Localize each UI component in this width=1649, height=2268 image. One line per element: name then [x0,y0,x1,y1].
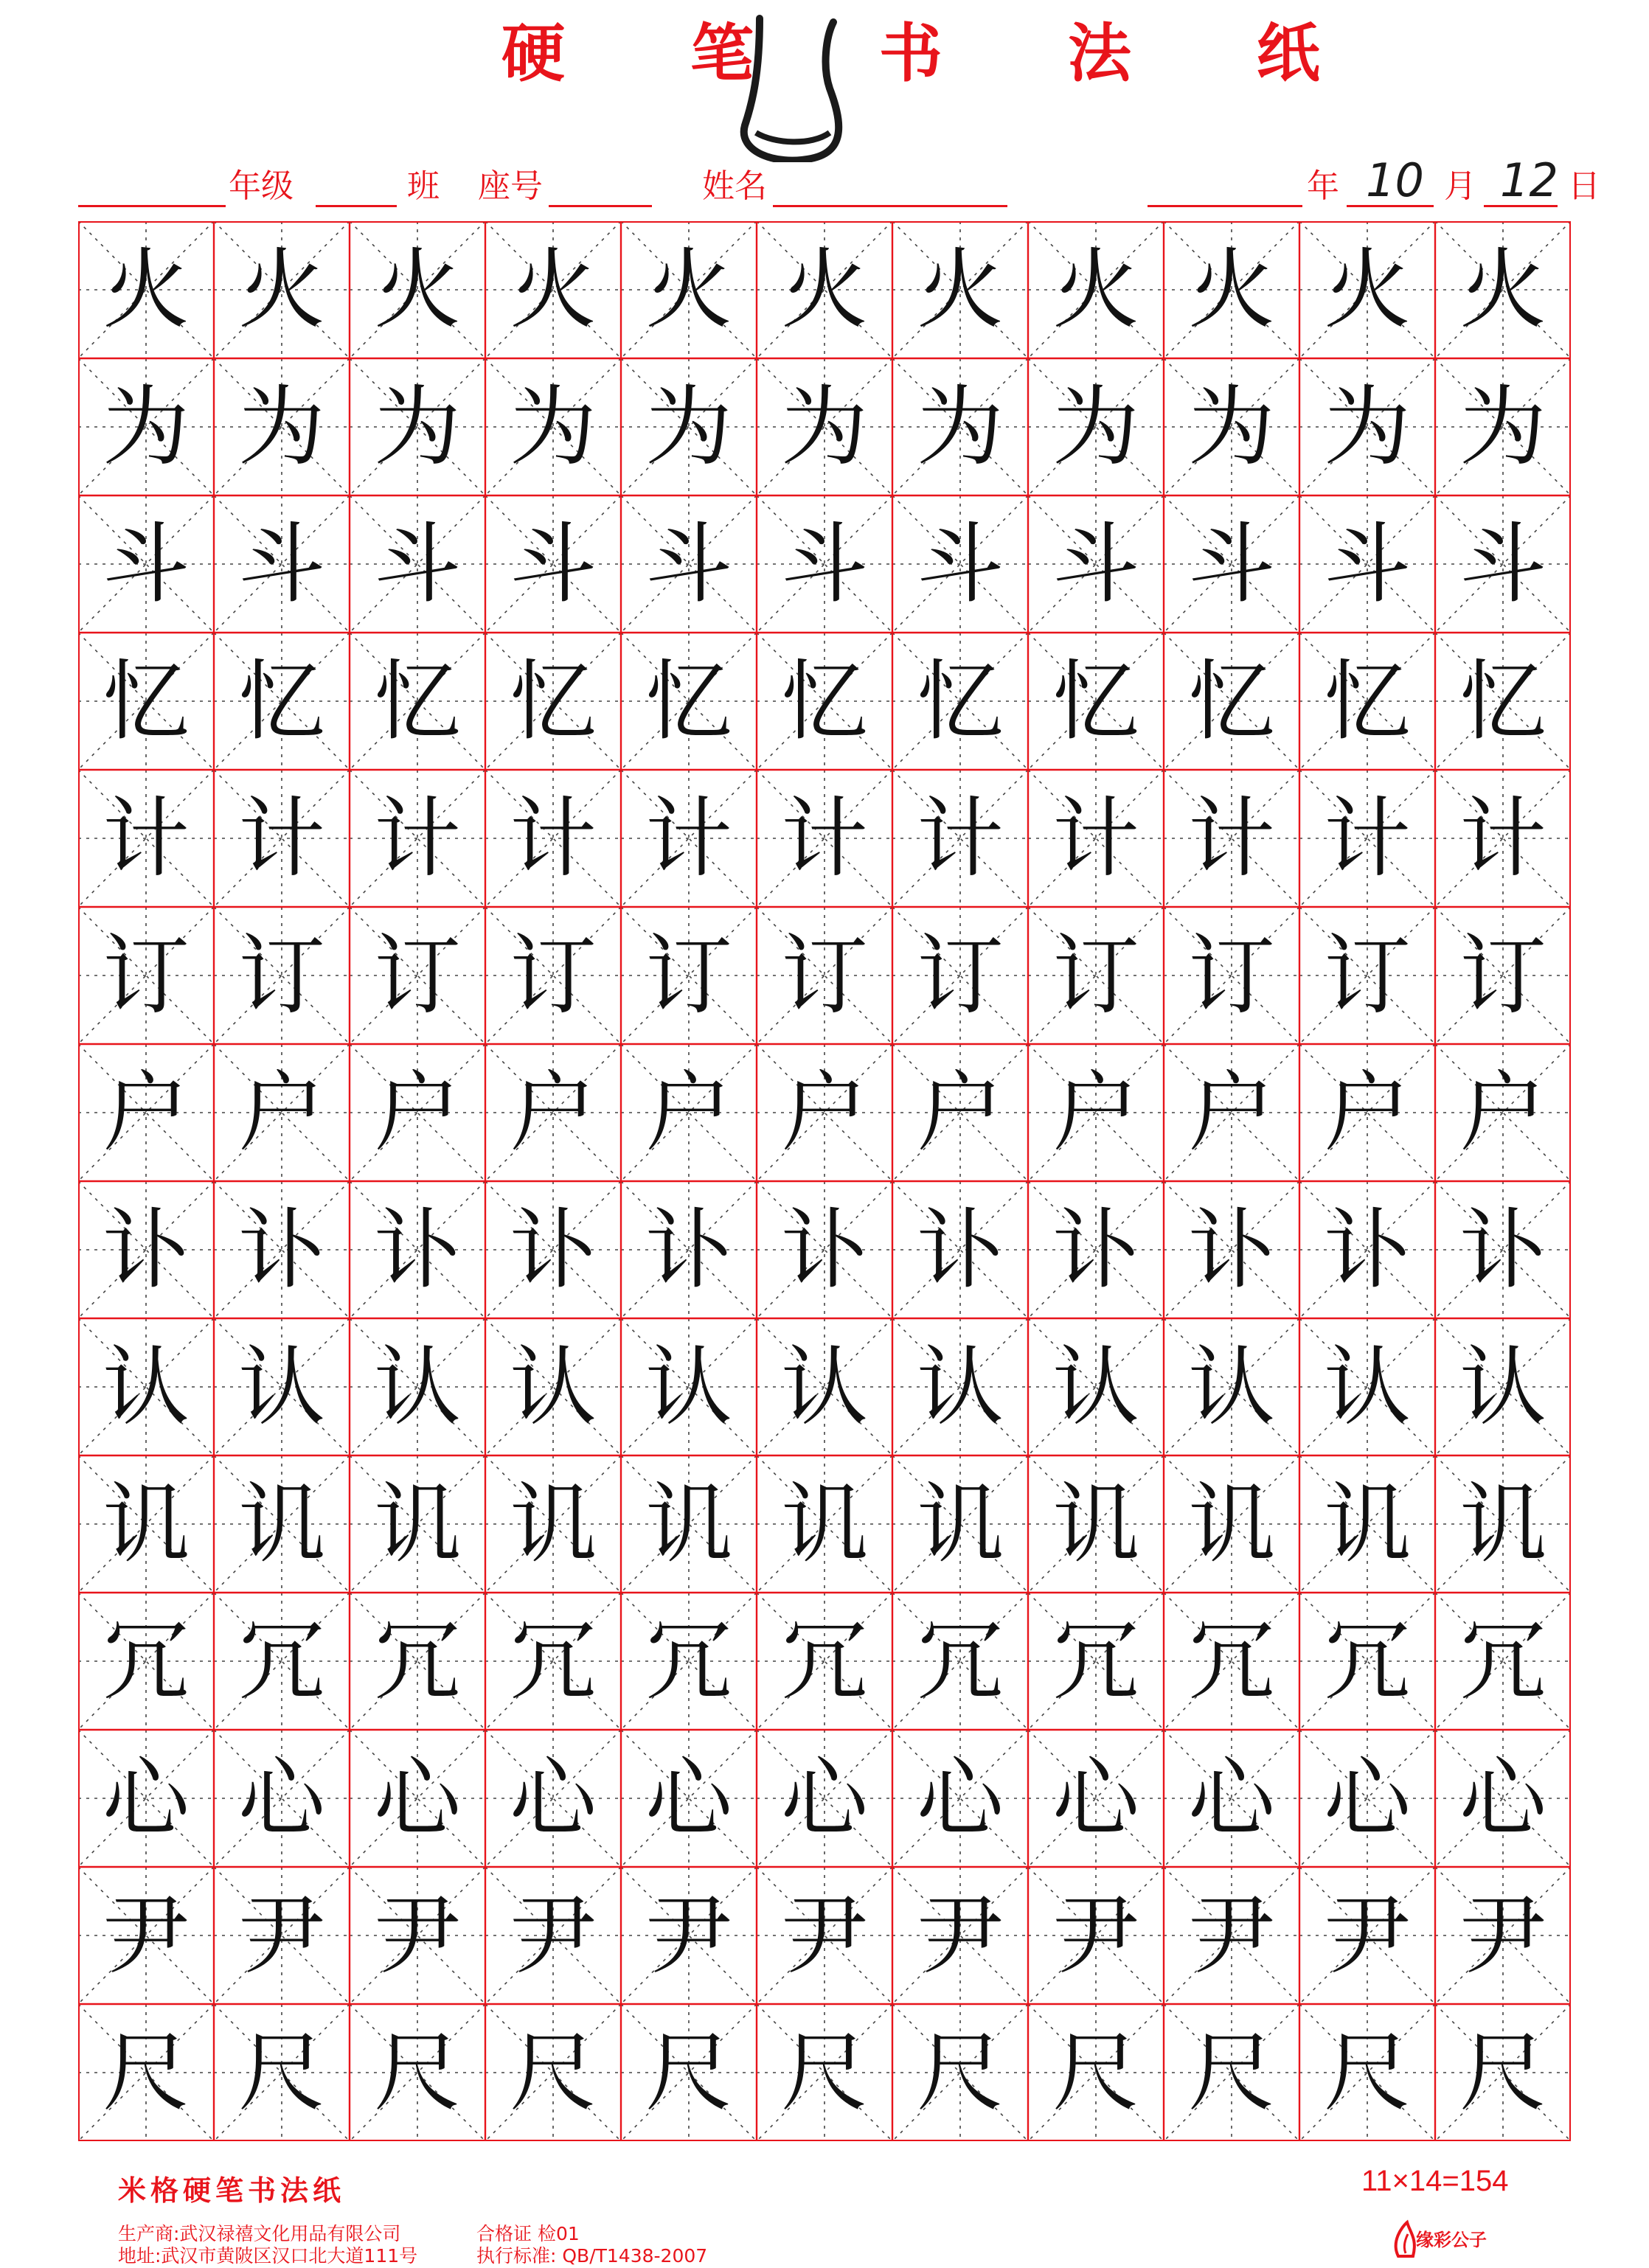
practice-character-cell: 户 [237,1062,325,1163]
practice-character-cell: 冗 [237,1610,325,1712]
practice-character-cell: 火 [373,239,461,341]
practice-character-cell: 讥 [237,1473,325,1575]
practice-character-cell: 讣 [1323,1199,1411,1301]
practice-character-cell: 为 [645,376,732,478]
practice-character-cell: 户 [1459,1062,1546,1163]
practice-character-cell: 计 [237,787,325,889]
practice-character-cell: 尺 [1052,2022,1139,2123]
practice-character-cell: 讣 [1459,1199,1546,1301]
practice-character-cell: 户 [645,1062,732,1163]
grade-blank[interactable] [78,205,226,207]
practice-character-cell: 斗 [916,513,1004,615]
practice-character-cell: 尹 [645,1885,732,1986]
practice-character-cell: 斗 [102,513,190,615]
practice-character-cell: 斗 [1187,513,1275,615]
class-label: 班 [407,167,440,205]
practice-character-cell: 认 [916,1336,1004,1438]
practice-character-cell: 火 [1459,239,1546,341]
practice-character-cell: 计 [102,787,190,889]
practice-character-cell: 认 [1459,1336,1546,1438]
practice-character-cell: 户 [1323,1062,1411,1163]
practice-character-cell: 火 [645,239,732,341]
practice-character-cell: 计 [916,787,1004,889]
practice-character-cell: 斗 [1323,513,1411,615]
name-blank[interactable] [773,205,1007,207]
practice-character-cell: 户 [102,1062,190,1163]
practice-character-cell: 斗 [645,513,732,615]
practice-character-cell: 计 [1323,787,1411,889]
practice-character-cell: 为 [1187,376,1275,478]
practice-character-cell: 讥 [509,1473,597,1575]
practice-character-cell: 认 [1323,1336,1411,1438]
practice-character-cell: 忆 [102,650,190,752]
practice-character-cell: 认 [645,1336,732,1438]
practice-character-cell: 订 [1323,925,1411,1026]
practice-character-cell: 冗 [1052,1610,1139,1712]
practice-character-cell: 认 [373,1336,461,1438]
practice-character-cell: 尺 [780,2022,868,2123]
practice-character-cell: 尺 [102,2022,190,2123]
practice-character-cell: 冗 [780,1610,868,1712]
practice-character-cell: 订 [102,925,190,1026]
practice-character-cell: 讣 [509,1199,597,1301]
practice-character-cell: 心 [1323,1747,1411,1849]
practice-character-cell: 忆 [1459,650,1546,752]
practice-character-cell: 为 [237,376,325,478]
practice-character-cell: 订 [373,925,461,1026]
practice-character-cell: 为 [1052,376,1139,478]
seat-blank[interactable] [549,205,652,207]
practice-character-cell: 户 [509,1062,597,1163]
practice-character-cell: 忆 [1187,650,1275,752]
practice-character-cell: 讥 [102,1473,190,1575]
practice-character-cell: 户 [1187,1062,1275,1163]
practice-character-cell: 冗 [373,1610,461,1712]
practice-character-cell: 斗 [373,513,461,615]
practice-character-cell: 订 [1187,925,1275,1026]
practice-character-cell: 忆 [1052,650,1139,752]
name-label: 姓名 [702,167,767,205]
practice-character-cell: 户 [1052,1062,1139,1163]
paper-clip-icon [730,15,855,162]
practice-character-cell: 讥 [780,1473,868,1575]
practice-character-cell: 讥 [1052,1473,1139,1575]
practice-character-cell: 尹 [102,1885,190,1986]
practice-character-cell: 冗 [1459,1610,1546,1712]
practice-character-cell: 心 [1459,1747,1546,1849]
practice-character-cell: 订 [509,925,597,1026]
address: 地址:武汉市黄陂区汉口北大道111号 [118,2245,418,2267]
practice-character-cell: 心 [373,1747,461,1849]
year-label: 年 [1307,167,1339,205]
practice-character-cell: 计 [645,787,732,889]
practice-character-cell: 尹 [1323,1885,1411,1986]
practice-character-cell: 讥 [373,1473,461,1575]
practice-character-cell: 火 [509,239,597,341]
student-info-row [78,153,1600,215]
practice-character-cell: 认 [509,1336,597,1438]
practice-character-cell: 火 [1052,239,1139,341]
practice-character-cell: 斗 [780,513,868,615]
practice-character-cell: 冗 [1323,1610,1411,1712]
practice-character-cell: 订 [645,925,732,1026]
practice-character-cell: 讥 [645,1473,732,1575]
page-title: 硬 笔 书 法 纸 [501,16,1372,91]
practice-character-cell: 忆 [509,650,597,752]
practice-character-cell: 火 [916,239,1004,341]
practice-character-cell: 为 [916,376,1004,478]
practice-character-cell: 尹 [1459,1885,1546,1986]
practice-character-cell: 计 [1187,787,1275,889]
practice-character-cell: 为 [102,376,190,478]
year-blank[interactable] [1148,205,1302,207]
practice-character-cell: 为 [780,376,868,478]
practice-character-cell: 心 [237,1747,325,1849]
practice-character-cell: 火 [102,239,190,341]
practice-character-cell: 尺 [1459,2022,1546,2123]
practice-character-cell: 户 [916,1062,1004,1163]
practice-character-cell: 冗 [509,1610,597,1712]
practice-character-cell: 斗 [237,513,325,615]
practice-character-cell: 心 [102,1747,190,1849]
practice-character-cell: 尹 [373,1885,461,1986]
grade-label: 年级 [229,167,294,205]
practice-character-cell: 火 [780,239,868,341]
practice-character-cell: 认 [1187,1336,1275,1438]
practice-character-cell: 心 [1052,1747,1139,1849]
practice-character-cell: 讣 [1052,1199,1139,1301]
practice-character-cell: 忆 [916,650,1004,752]
practice-character-cell: 订 [1459,925,1546,1026]
practice-character-cell: 冗 [916,1610,1004,1712]
practice-character-cell: 讥 [1459,1473,1546,1575]
certificate: 合格证 检01 [476,2223,580,2244]
practice-character-cell: 讣 [916,1199,1004,1301]
practice-character-cell: 讣 [1187,1199,1275,1301]
practice-character-cell: 尺 [645,2022,732,2123]
practice-character-cell: 尺 [509,2022,597,2123]
practice-character-cell: 尺 [237,2022,325,2123]
mi-grid-practice-area [78,221,1571,2141]
seat-label: 座号 [478,167,543,205]
practice-character-cell: 计 [780,787,868,889]
practice-character-cell: 心 [509,1747,597,1849]
practice-character-cell: 心 [645,1747,732,1849]
practice-character-cell: 火 [1187,239,1275,341]
class-blank[interactable] [316,205,397,207]
practice-character-cell: 为 [373,376,461,478]
practice-character-cell: 斗 [1459,513,1546,615]
practice-character-cell: 讥 [1323,1473,1411,1575]
month-value: 10 [1366,153,1424,207]
practice-character-cell: 心 [1187,1747,1275,1849]
practice-character-cell: 计 [1052,787,1139,889]
practice-character-cell: 尺 [1187,2022,1275,2123]
practice-character-cell: 为 [1323,376,1411,478]
practice-character-cell: 计 [1459,787,1546,889]
practice-character-cell: 冗 [645,1610,732,1712]
practice-character-cell: 斗 [1052,513,1139,615]
practice-character-cell: 尹 [1052,1885,1139,1986]
practice-character-cell: 心 [780,1747,868,1849]
practice-character-cell: 认 [237,1336,325,1438]
practice-character-cell: 忆 [373,650,461,752]
practice-character-cell: 冗 [1187,1610,1275,1712]
practice-character-cell: 订 [1052,925,1139,1026]
practice-character-cell: 火 [237,239,325,341]
practice-character-cell: 尹 [1187,1885,1275,1986]
practice-character-cell: 户 [373,1062,461,1163]
practice-character-cell: 尹 [780,1885,868,1986]
practice-character-cell: 尺 [1323,2022,1411,2123]
practice-character-cell: 订 [237,925,325,1026]
practice-character-cell: 忆 [237,650,325,752]
practice-character-cell: 斗 [509,513,597,615]
manufacturer: 生产商:武汉禄禧文化用品有限公司 [118,2223,401,2244]
practice-character-cell: 计 [509,787,597,889]
practice-character-cell: 讣 [237,1199,325,1301]
practice-character-cell: 讣 [373,1199,461,1301]
practice-character-cell: 为 [509,376,597,478]
brand-name: 缘彩公子 [1416,2229,1487,2250]
practice-character-cell: 讣 [102,1199,190,1301]
grid-count: 11×14=154 [1361,2165,1509,2197]
practice-character-cell: 尺 [373,2022,461,2123]
practice-character-cell: 火 [1323,239,1411,341]
practice-character-cell: 订 [916,925,1004,1026]
practice-character-cell: 讥 [916,1473,1004,1575]
month-label: 月 [1444,167,1476,205]
practice-character-cell: 讣 [645,1199,732,1301]
day-label: 日 [1568,167,1600,205]
practice-character-cell: 心 [916,1747,1004,1849]
practice-character-cell: 忆 [645,650,732,752]
practice-character-cell: 尺 [916,2022,1004,2123]
standard: 执行标准: QB/T1438-2007 [476,2245,708,2267]
product-name: 米格硬笔书法纸 [118,2174,346,2207]
day-value: 12 [1500,153,1558,207]
practice-character-cell: 尹 [237,1885,325,1986]
practice-character-cell: 冗 [102,1610,190,1712]
practice-character-cell: 户 [780,1062,868,1163]
practice-character-cell: 认 [780,1336,868,1438]
practice-character-cell: 订 [780,925,868,1026]
practice-character-cell: 尹 [916,1885,1004,1986]
practice-character-cell: 为 [1459,376,1546,478]
practice-character-cell: 计 [373,787,461,889]
practice-character-cell: 讥 [1187,1473,1275,1575]
practice-character-cell: 认 [1052,1336,1139,1438]
practice-character-cell: 忆 [1323,650,1411,752]
practice-character-cell: 认 [102,1336,190,1438]
practice-character-cell: 尹 [509,1885,597,1986]
practice-character-cell: 讣 [780,1199,868,1301]
practice-character-cell: 忆 [780,650,868,752]
